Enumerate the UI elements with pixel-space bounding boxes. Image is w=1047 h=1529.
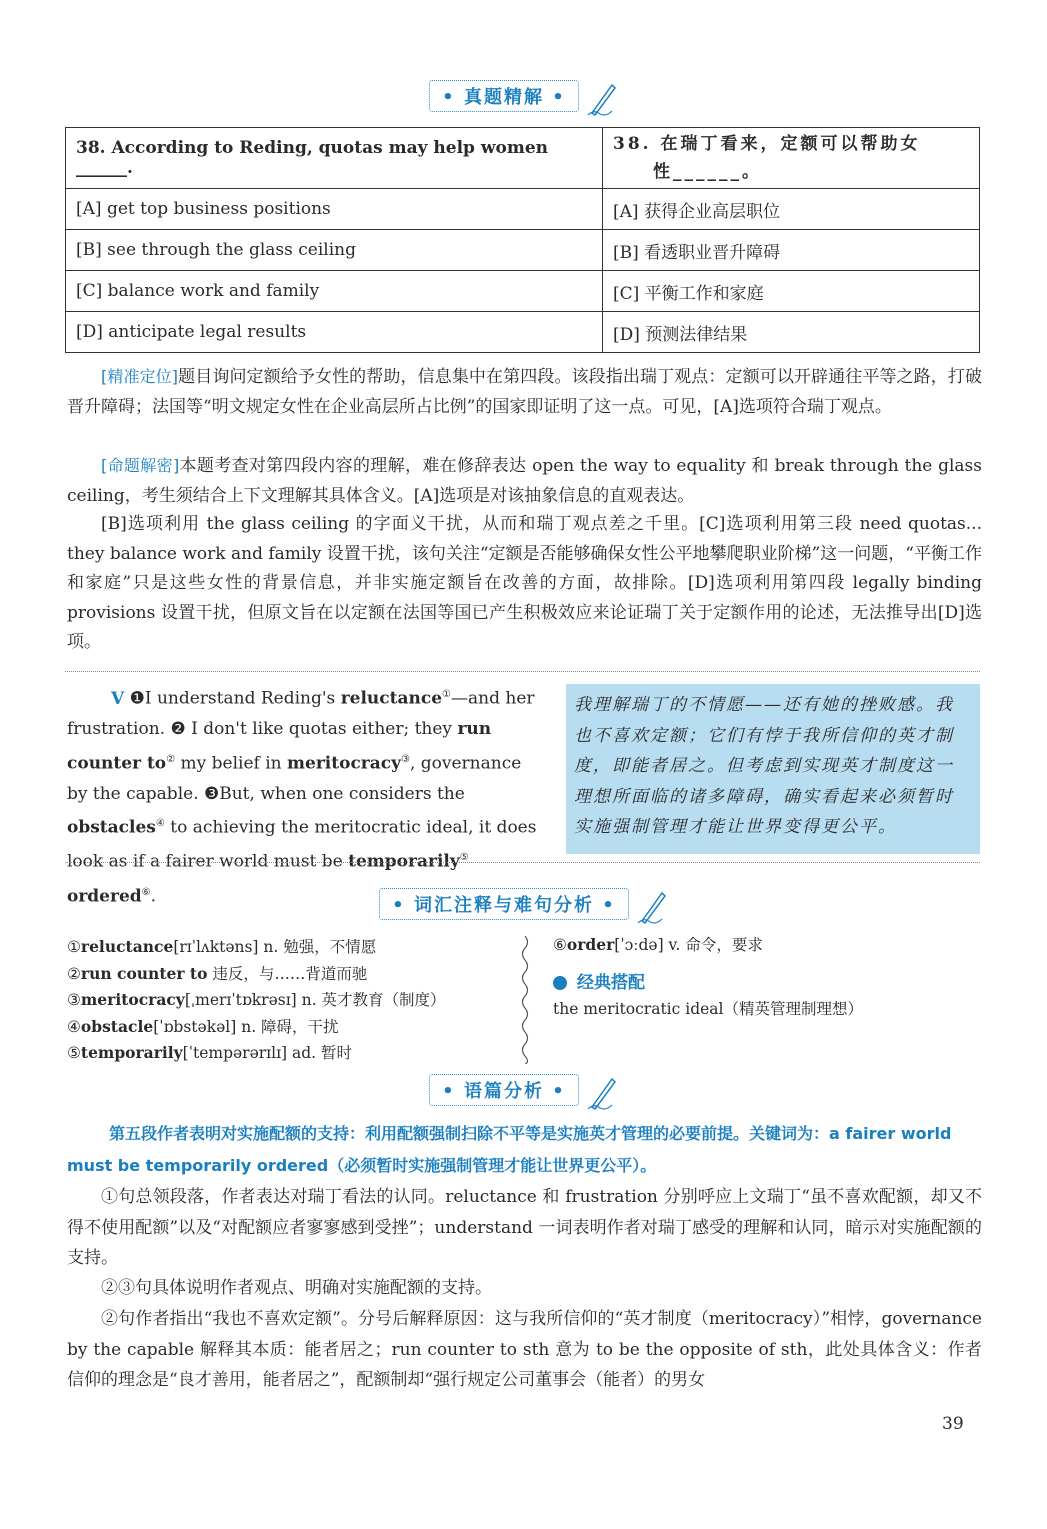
bullet-icon (553, 976, 567, 990)
vocab-item-order: ⑥order[ˈɔːdə] v. 命令，要求 (553, 935, 763, 954)
discourse-p3: ②句作者指出“我也不喜欢定额”。分号后解释原因：这与我所信仰的“英才制度（meritocracy）”相悖，governance by the capable 解释其本质：能者居之；run counter to sth 意为 to be the opposite of sth，此处具体含义：作者信仰的理念是“良才善用，能者居之”，配额制却“强行规定公司董事会（能者）的男女 (67, 1309, 982, 1390)
vocab-item: ③meritocracy[ˌmerɪˈtɒkrəsɪ] n. 英才教育（制度） (67, 990, 446, 1009)
secret-paragraph: [命题解密]本题考查对第四段内容的理解，难在修辞表达 open the way to equality 和 break through the glass ceiling，考生须结合上下文理解其具体含义。[A]选项是对该抽象信息的直观表达。 (67, 456, 982, 506)
collocation-text: the meritocratic ideal（精英管理制理想） (553, 1000, 863, 1018)
collocation-heading: 经典搭配 (553, 968, 645, 993)
secret-label: [命题解密] (101, 456, 180, 475)
question-en: 38. According to Reding, quotas may help women ______. (66, 128, 603, 189)
option-b-cn: [B] 看透职业晋升障碍 (603, 230, 980, 271)
section-header-exam-analysis (0, 80, 1047, 117)
option-a-cn: [A] 获得企业高层职位 (603, 189, 980, 230)
locate-paragraph: [精准定位]题目询问定额给予女性的帮助，信息集中在第四段。该段指出瑞丁观点：定额可以开辟通往平等之路，打破晋升障碍；法国等“明文规定女性在企业高层所占比例”的国家即证明了这一点。可见，[A]选项符合瑞丁观点。 (67, 367, 982, 417)
option-d-cn: [D] 预测法律结果 (603, 312, 980, 353)
option-b-en: [B] see through the glass ceiling (66, 230, 603, 271)
discourse-p2: ②③句具体说明作者观点、明确对实施配额的支持。 (101, 1278, 492, 1298)
discourse-p1: ①句总领段落，作者表达对瑞丁看法的认同。reluctance 和 frustration 分别呼应上文瑞丁“虽不喜欢配额，却又不得不使用配额”以及“对配额应者寥寥感到受挫”；understand 一词表明作者对瑞丁感受的理解和认同，暗示对实施配额的支持。 (67, 1187, 982, 1268)
passage-english: V ❶I understand Reding's reluctance①—and her frustration. ❷ I don't like quotas either; they run counter to② my belief in meritocracy③, governance by the capable. ❸But, when one considers the obstacles④ to achieving the meritocratic ideal, it does look as if a fairer world must be temporarily⑤ ordered⑥. (67, 688, 537, 907)
locate-label: [精准定位] (101, 367, 179, 386)
option-c-en: [C] balance work and family (66, 271, 603, 312)
vocab-item: ④obstacle[ˈɒbstəkəl] n. 障碍，干扰 (67, 1016, 339, 1036)
passage-translation: 我理解瑞丁的不情愿——还有她的挫败感。我也不喜欢定额；它们有悖于我所信仰的英才制度，即能者居之。但考虑到实现英才制度这一理想所面临的诸多障碍，确实看起来必须暂时实施强制管理才能让世界变得更公平。 (566, 684, 980, 854)
divider (65, 862, 980, 863)
vocab-list (67, 934, 512, 1067)
question-cn: 38. 在瑞丁看来，定额可以帮助女 性______。 (603, 128, 980, 189)
option-d-en: [D] anticipate legal results (66, 312, 603, 353)
question-table (65, 127, 980, 353)
option-c-cn: [C] 平衡工作和家庭 (603, 271, 980, 312)
section-header-vocab (0, 888, 1047, 925)
section-tag: • 语篇分析 • (429, 1074, 579, 1106)
section-tag: • 真题精解 • (429, 80, 579, 112)
paragraph-roman: V (111, 688, 125, 709)
vocab-item: ②run counter to 违反，与……背道而驰 (67, 963, 368, 983)
section-header-discourse (0, 1074, 1047, 1111)
vocab-item: ⑤temporarily[ˈtempərərɪlɪ] ad. 暂时 (67, 1043, 353, 1062)
divider (65, 671, 980, 672)
vocab-item: ①reluctance[rɪˈlʌktəns] n. 勉强，不情愿 (67, 937, 377, 956)
pen-icon (636, 889, 668, 925)
wavy-divider (518, 936, 532, 1064)
pen-icon (586, 81, 618, 117)
page-number: 39 (942, 1414, 964, 1434)
distractor-paragraph: [B]选项利用 the glass ceiling 的字面义干扰，从而和瑞丁观点差之千里。[C]选项利用第三段 need quotas... they balance work and family 设置干扰，该句关注“定额是否能够确保女性公平地攀爬职业阶梯”这一问题，“平衡工作和家庭”只是这些女性的背景信息，并非实施定额旨在改善的方面，故排除。[D]选项利用第四段 legally binding provisions 设置干扰，但原文旨在以定额在法国等国已产生积极效应来论证瑞丁关于定额作用的论述，无法推导出[D]选项。 (67, 514, 982, 652)
option-a-en: [A] get top business positions (66, 189, 603, 230)
section-tag: • 词汇注释与难句分析 • (379, 888, 629, 920)
pen-icon (586, 1075, 618, 1111)
discourse-intro: 第五段作者表明对实施配额的支持：利用配额强制扫除不平等是实施英才管理的必要前提。关键词为：a fairer world must be temporarily ordered（必须暂时实施强制管理才能让世界更公平）。 (67, 1124, 952, 1175)
